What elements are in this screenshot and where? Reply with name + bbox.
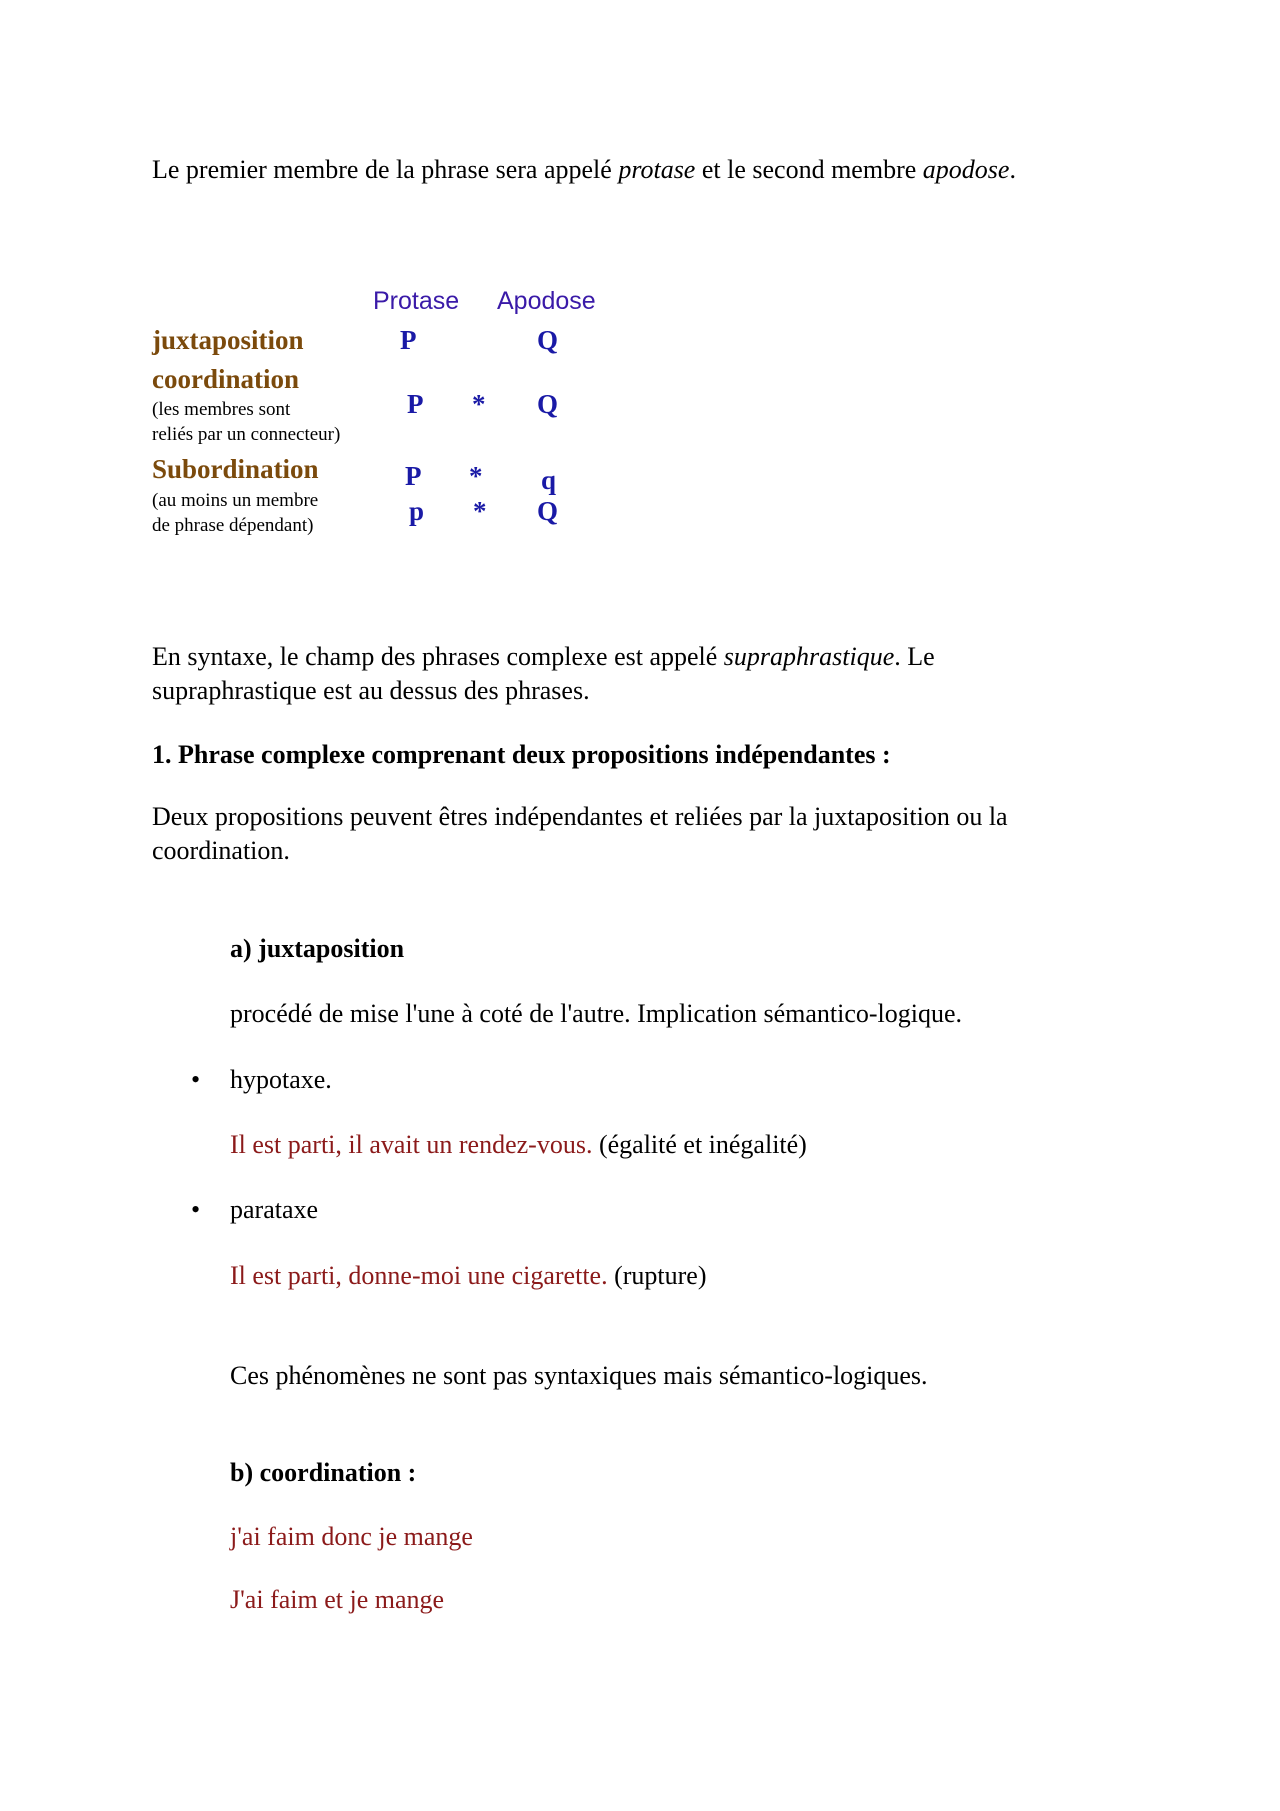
row2-q: Q — [537, 389, 559, 419]
column-header-apodose: Apodose — [497, 287, 596, 315]
row-label-coordination: coordination — [152, 364, 300, 394]
example-coordination-1: j'ai faim donc je mange — [230, 1522, 473, 1551]
example-hypotaxe-note: (égalité et inégalité) — [592, 1130, 807, 1159]
subsection-a-conclusion: Ces phénomènes ne sont pas syntaxiques mais sémantico-logiques. — [230, 1361, 928, 1390]
row3-p-lower: p — [409, 496, 425, 526]
term-protase: protase — [618, 155, 696, 184]
subsection-a-description: procédé de mise l'une à coté de l'autre. Implication sémantico-logique. — [230, 999, 963, 1028]
row-label-subordination: Subordination — [152, 454, 319, 484]
section-1-text-line1: Deux propositions peuvent êtres indépendantes et reliées par la juxtaposition ou la — [152, 802, 1008, 831]
example-coordination-2: J'ai faim et je mange — [230, 1585, 445, 1614]
example-hypotaxe-sentence: Il est parti, il avait un rendez-vous. — [230, 1130, 593, 1159]
example-hypotaxe — [230, 1128, 807, 1162]
term-supraphrastique: supraphrastique — [723, 642, 895, 671]
term-apodose: apodose — [922, 155, 1010, 184]
row3-q-lower: q — [541, 465, 557, 495]
bullet-icon: • — [191, 1065, 201, 1094]
bullet-icon: • — [191, 1195, 201, 1224]
bullet-hypotaxe: hypotaxe. — [230, 1065, 332, 1094]
supra-paragraph-line2: supraphrastique est au dessus des phrases. — [152, 676, 590, 705]
intro-paragraph — [152, 153, 1016, 187]
example-parataxe-sentence: Il est parti, donne-moi une cigarette. — [230, 1261, 608, 1290]
column-header-protase: Protase — [373, 287, 460, 315]
row-label-juxtaposition: juxtaposition — [152, 325, 304, 355]
row2-note-line1: (les membres sont — [152, 399, 291, 420]
intro-text-1: Le premier membre de la phrase sera appelé — [152, 155, 619, 184]
section-1-heading: 1. Phrase complexe comprenant deux propositions indépendantes : — [152, 740, 891, 769]
row3-star-lower: * — [473, 496, 487, 526]
subsection-b-heading: b) coordination : — [230, 1458, 417, 1487]
row1-q: Q — [537, 325, 559, 355]
row2-p: P — [407, 389, 424, 419]
subsection-a-heading: a) juxtaposition — [230, 934, 405, 963]
row1-p: P — [400, 325, 417, 355]
row3-note-line1: (au moins un membre — [152, 490, 319, 511]
row3-star-upper: * — [469, 461, 483, 491]
row2-note-line2: reliés par un connecteur) — [152, 424, 341, 445]
supra-text-2: . Le — [894, 642, 935, 671]
row3-q-upper: Q — [537, 496, 559, 526]
row3-note-line2: de phrase dépendant) — [152, 515, 314, 536]
row2-star: * — [472, 389, 486, 419]
example-parataxe — [230, 1259, 707, 1293]
section-1-text-line2: coordination. — [152, 836, 290, 865]
supra-text-1: En syntaxe, le champ des phrases complexe est appelé — [152, 642, 724, 671]
intro-text-3: . — [1009, 155, 1016, 184]
intro-text-2: et le second membre — [695, 155, 923, 184]
example-parataxe-note: (rupture) — [607, 1261, 707, 1290]
supra-paragraph-line1 — [152, 640, 935, 674]
row3-p-upper: P — [405, 461, 422, 491]
bullet-parataxe: parataxe — [230, 1195, 319, 1224]
